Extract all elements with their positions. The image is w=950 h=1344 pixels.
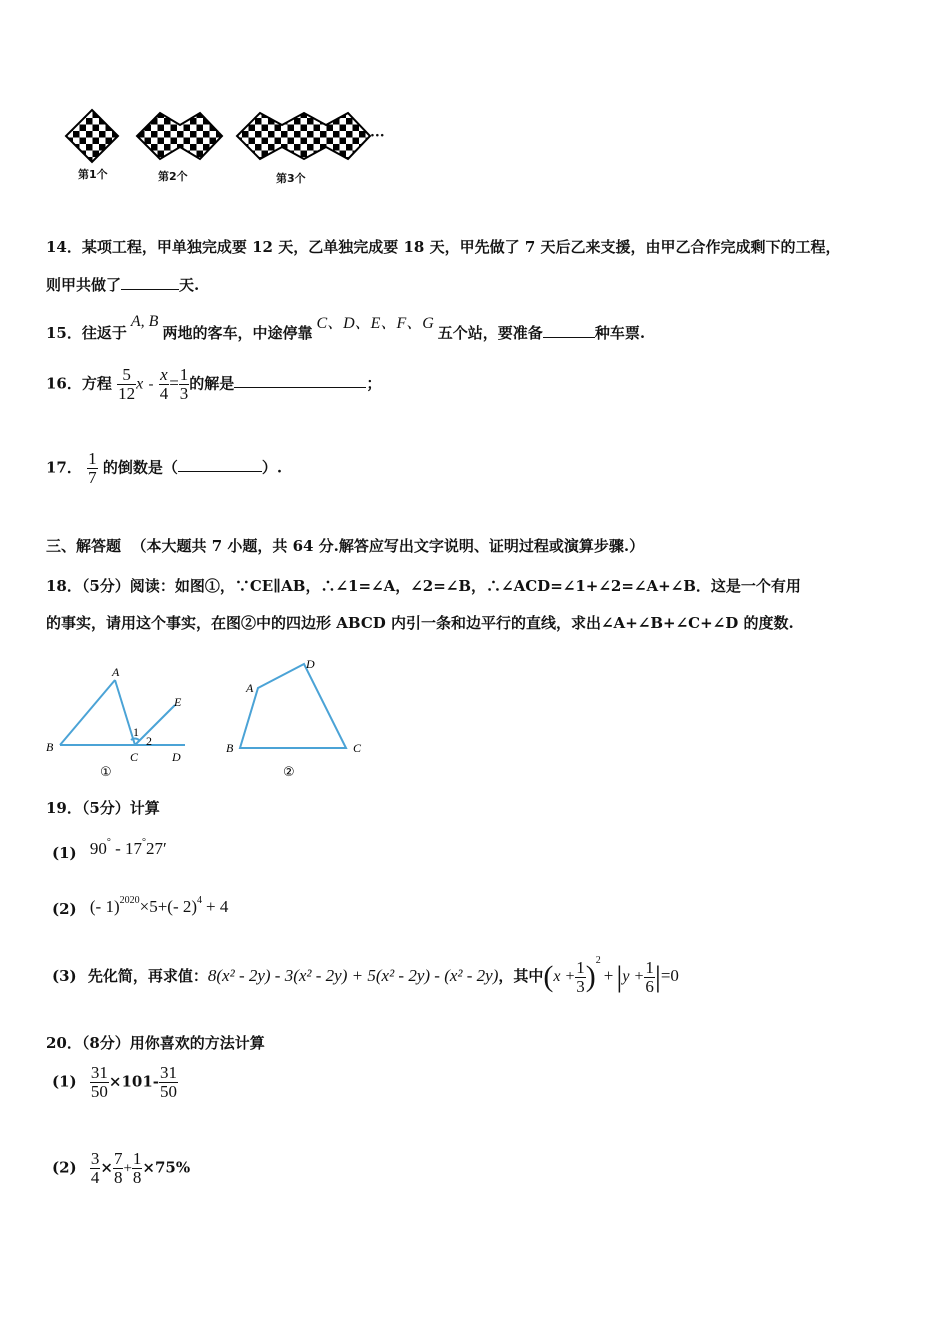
- pattern-1: [66, 110, 118, 162]
- fig2-caption: ②: [283, 765, 295, 780]
- fig1-label-B: B: [46, 740, 54, 754]
- fig1-label-E: E: [174, 695, 182, 709]
- question-14-line2: 则甲共做了 天.: [46, 276, 200, 294]
- figure-2: [220, 652, 380, 782]
- fig1-label-D: D: [172, 750, 181, 764]
- pattern-figure: [60, 105, 400, 190]
- question-19-part2: (2) (- 1)$^{2020}$×5+(- 2)$^4$ + 4: [52, 895, 229, 918]
- question-19-title: 19．（5分）计算: [46, 799, 160, 817]
- question-20-title: 20．（8分）用你喜欢的方法计算: [46, 1034, 265, 1052]
- fig1-label-1: 1: [133, 725, 139, 739]
- question-20-part2: (2) $\frac{3}{4}$ × $\frac{7}{8}$ + $\frac{1}{8}$ ×75%: [52, 1149, 191, 1187]
- answer-blank-15[interactable]: [543, 323, 595, 338]
- pattern-caption-3: 第3个: [276, 172, 306, 185]
- fig1-label-A: A: [112, 665, 120, 679]
- fig2-label-A: A: [246, 681, 254, 695]
- question-18-line1: 18．（5分）阅读：如图①，∵CE∥AB，∴∠1=∠A，∠2=∠B，∴∠ACD=∠1+∠2=∠A+∠B．这是一个有用: [46, 577, 801, 595]
- question-17: 17． $\frac{1}{7}$ 的倒数是（ ）.: [46, 449, 283, 487]
- answer-blank-14[interactable]: [121, 275, 179, 290]
- fig1-caption: ①: [100, 765, 112, 780]
- question-16: 16．方程 $\frac{5}{12}$ x - $\frac{x}{4}$ = $\frac{1}{3}$ 的解是 ；: [46, 365, 382, 403]
- pattern-caption-1: 第1个: [78, 168, 108, 181]
- pattern-3: [237, 113, 370, 159]
- pattern-caption-2: 第2个: [158, 170, 188, 183]
- answer-blank-17[interactable]: [178, 457, 262, 472]
- question-20-part1: (1) $\frac{31}{50}$ ×101- $\frac{31}{50}$: [52, 1063, 177, 1101]
- fig2-label-B: B: [226, 741, 234, 755]
- question-19-part1: (1) 90° - 17°27′: [52, 837, 167, 862]
- fig2-label-D: D: [306, 657, 315, 671]
- question-15: 15．往返于A, B两地的客车，中途停靠C、D、E、F、G五个站，要准备 种车票.: [46, 313, 646, 342]
- section-3-heading: 三、解答题 （本大题共 7 小题，共 64 分.解答应写出文字说明、证明过程或演算步骤.）: [46, 537, 645, 555]
- question-19-part3: (3) 先化简，再求值：8(x² - 2y) - 3(x² - 2y) + 5(x² - 2y) - (x² - 2y)，其中(x + $\frac{1}{3}$ )$^2$+ |y + $\frac{1}{6}$ |=0: [52, 955, 679, 996]
- figure-1: [40, 660, 200, 782]
- fig1-label-2: 2: [146, 734, 152, 748]
- answer-blank-16[interactable]: [234, 373, 366, 388]
- pattern-2: [137, 113, 222, 159]
- fig2-label-C: C: [353, 741, 362, 755]
- question-14: 14．某项工程，甲单独完成要 12 天，乙单独完成要 18 天，甲先做了 7 天后乙来支援，由甲乙合作完成剩下的工程，: [46, 238, 841, 256]
- pattern-ellipsis: ···: [370, 128, 385, 144]
- fig1-label-C: C: [130, 750, 139, 764]
- question-18-line2: 的事实，请用这个事实，在图②中的四边形 ABCD 内引一条和边平行的直线，求出∠A+∠B+∠C+∠D 的度数.: [46, 614, 794, 632]
